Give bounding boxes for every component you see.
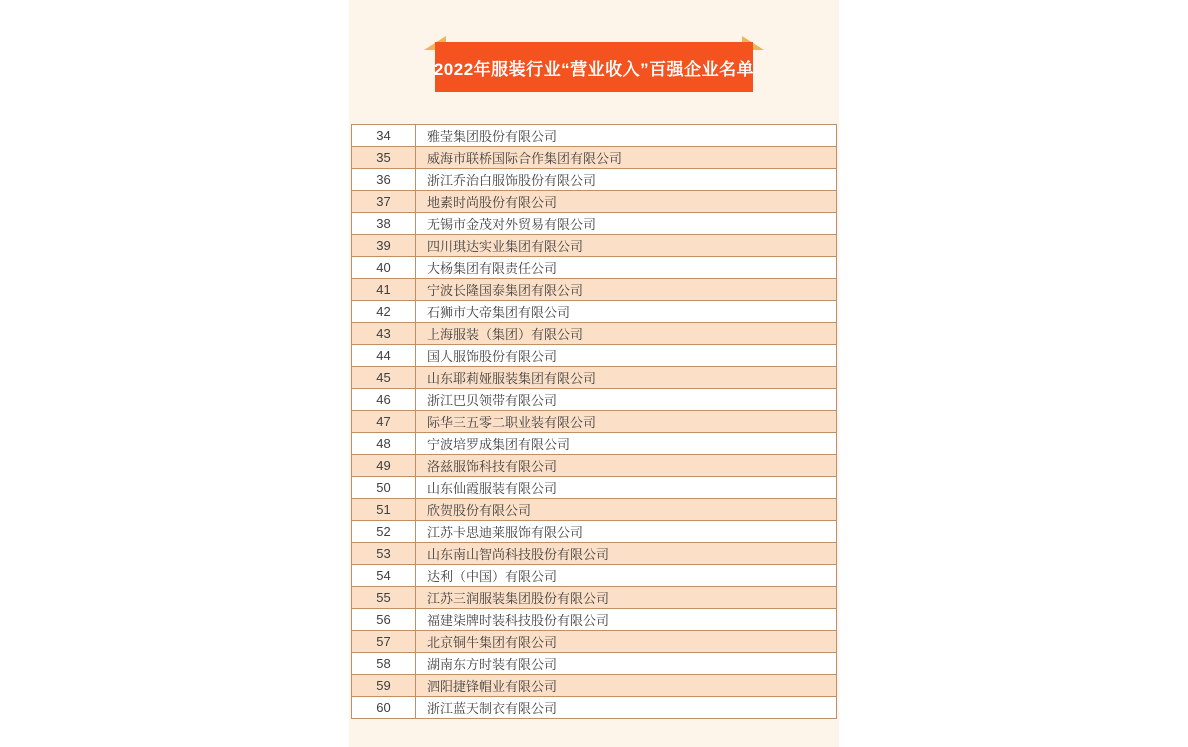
table-row bbox=[352, 631, 837, 653]
rank-cell: 57 bbox=[352, 631, 416, 653]
table-row bbox=[352, 345, 837, 367]
company-name-cell: 浙江蓝天制衣有限公司 bbox=[416, 697, 837, 719]
company-name-cell: 无锡市金茂对外贸易有限公司 bbox=[416, 213, 837, 235]
company-name-cell: 洛兹服饰科技有限公司 bbox=[416, 455, 837, 477]
table-row bbox=[352, 235, 837, 257]
company-name-cell: 福建柒牌时装科技股份有限公司 bbox=[416, 609, 837, 631]
rank-cell: 43 bbox=[352, 323, 416, 345]
company-name-cell: 四川琪达实业集团有限公司 bbox=[416, 235, 837, 257]
rank-cell: 50 bbox=[352, 477, 416, 499]
table-row bbox=[352, 301, 837, 323]
table-row bbox=[352, 323, 837, 345]
company-name-cell: 泗阳捷锋帽业有限公司 bbox=[416, 675, 837, 697]
table-row bbox=[352, 543, 837, 565]
company-name-cell: 上海服装（集团）有限公司 bbox=[416, 323, 837, 345]
company-name-cell: 雅莹集团股份有限公司 bbox=[416, 125, 837, 147]
company-name-cell: 宁波培罗成集团有限公司 bbox=[416, 433, 837, 455]
table-row bbox=[352, 587, 837, 609]
table-row bbox=[352, 499, 837, 521]
rank-cell: 34 bbox=[352, 125, 416, 147]
company-name-cell: 宁波长隆国泰集团有限公司 bbox=[416, 279, 837, 301]
company-name-cell: 际华三五零二职业装有限公司 bbox=[416, 411, 837, 433]
rank-cell: 35 bbox=[352, 147, 416, 169]
rank-cell: 56 bbox=[352, 609, 416, 631]
company-name-cell: 欣贺股份有限公司 bbox=[416, 499, 837, 521]
company-name-cell: 浙江乔治白服饰股份有限公司 bbox=[416, 169, 837, 191]
page-title: 2022年服装行业“营业收入”百强企业名单 bbox=[433, 59, 755, 79]
table-row bbox=[352, 213, 837, 235]
table-row bbox=[352, 477, 837, 499]
table-row bbox=[352, 169, 837, 191]
table-row bbox=[352, 191, 837, 213]
table-row bbox=[352, 609, 837, 631]
table-row bbox=[352, 433, 837, 455]
rank-cell: 49 bbox=[352, 455, 416, 477]
company-name-cell: 大杨集团有限责任公司 bbox=[416, 257, 837, 279]
table-row bbox=[352, 653, 837, 675]
table-row bbox=[352, 455, 837, 477]
company-name-cell: 山东耶莉娅服装集团有限公司 bbox=[416, 367, 837, 389]
company-name-cell: 威海市联桥国际合作集团有限公司 bbox=[416, 147, 837, 169]
rank-cell: 48 bbox=[352, 433, 416, 455]
company-name-cell: 达利（中国）有限公司 bbox=[416, 565, 837, 587]
table-row bbox=[352, 565, 837, 587]
table-row bbox=[352, 521, 837, 543]
table-row bbox=[352, 411, 837, 433]
rank-cell: 51 bbox=[352, 499, 416, 521]
company-name-cell: 山东仙霞服装有限公司 bbox=[416, 477, 837, 499]
rank-cell: 55 bbox=[352, 587, 416, 609]
content-column bbox=[349, 0, 839, 747]
table-row bbox=[352, 125, 837, 147]
title-banner bbox=[435, 42, 753, 92]
rank-cell: 41 bbox=[352, 279, 416, 301]
rank-cell: 45 bbox=[352, 367, 416, 389]
rank-cell: 44 bbox=[352, 345, 416, 367]
rank-cell: 47 bbox=[352, 411, 416, 433]
table-row bbox=[352, 389, 837, 411]
banner-rect bbox=[435, 42, 753, 92]
rank-cell: 42 bbox=[352, 301, 416, 323]
company-name-cell: 山东南山智尚科技股份有限公司 bbox=[416, 543, 837, 565]
company-name-cell: 湖南东方时装有限公司 bbox=[416, 653, 837, 675]
rank-cell: 52 bbox=[352, 521, 416, 543]
table-row bbox=[352, 147, 837, 169]
rank-cell: 59 bbox=[352, 675, 416, 697]
rank-cell: 40 bbox=[352, 257, 416, 279]
company-name-cell: 江苏卡思迪莱服饰有限公司 bbox=[416, 521, 837, 543]
rank-cell: 60 bbox=[352, 697, 416, 719]
company-name-cell: 国人服饰股份有限公司 bbox=[416, 345, 837, 367]
rank-cell: 58 bbox=[352, 653, 416, 675]
rank-cell: 53 bbox=[352, 543, 416, 565]
rank-cell: 38 bbox=[352, 213, 416, 235]
rank-cell: 54 bbox=[352, 565, 416, 587]
company-name-cell: 浙江巴贝领带有限公司 bbox=[416, 389, 837, 411]
table-row bbox=[352, 257, 837, 279]
rank-cell: 36 bbox=[352, 169, 416, 191]
rank-table bbox=[351, 124, 837, 719]
rank-cell: 39 bbox=[352, 235, 416, 257]
rank-cell: 37 bbox=[352, 191, 416, 213]
company-name-cell: 江苏三润服装集团股份有限公司 bbox=[416, 587, 837, 609]
company-name-cell: 地素时尚股份有限公司 bbox=[416, 191, 837, 213]
company-name-cell: 石狮市大帝集团有限公司 bbox=[416, 301, 837, 323]
company-name-cell: 北京铜牛集团有限公司 bbox=[416, 631, 837, 653]
table-row bbox=[352, 279, 837, 301]
table-row bbox=[352, 367, 837, 389]
table-row bbox=[352, 697, 837, 719]
table-row bbox=[352, 675, 837, 697]
rank-cell: 46 bbox=[352, 389, 416, 411]
